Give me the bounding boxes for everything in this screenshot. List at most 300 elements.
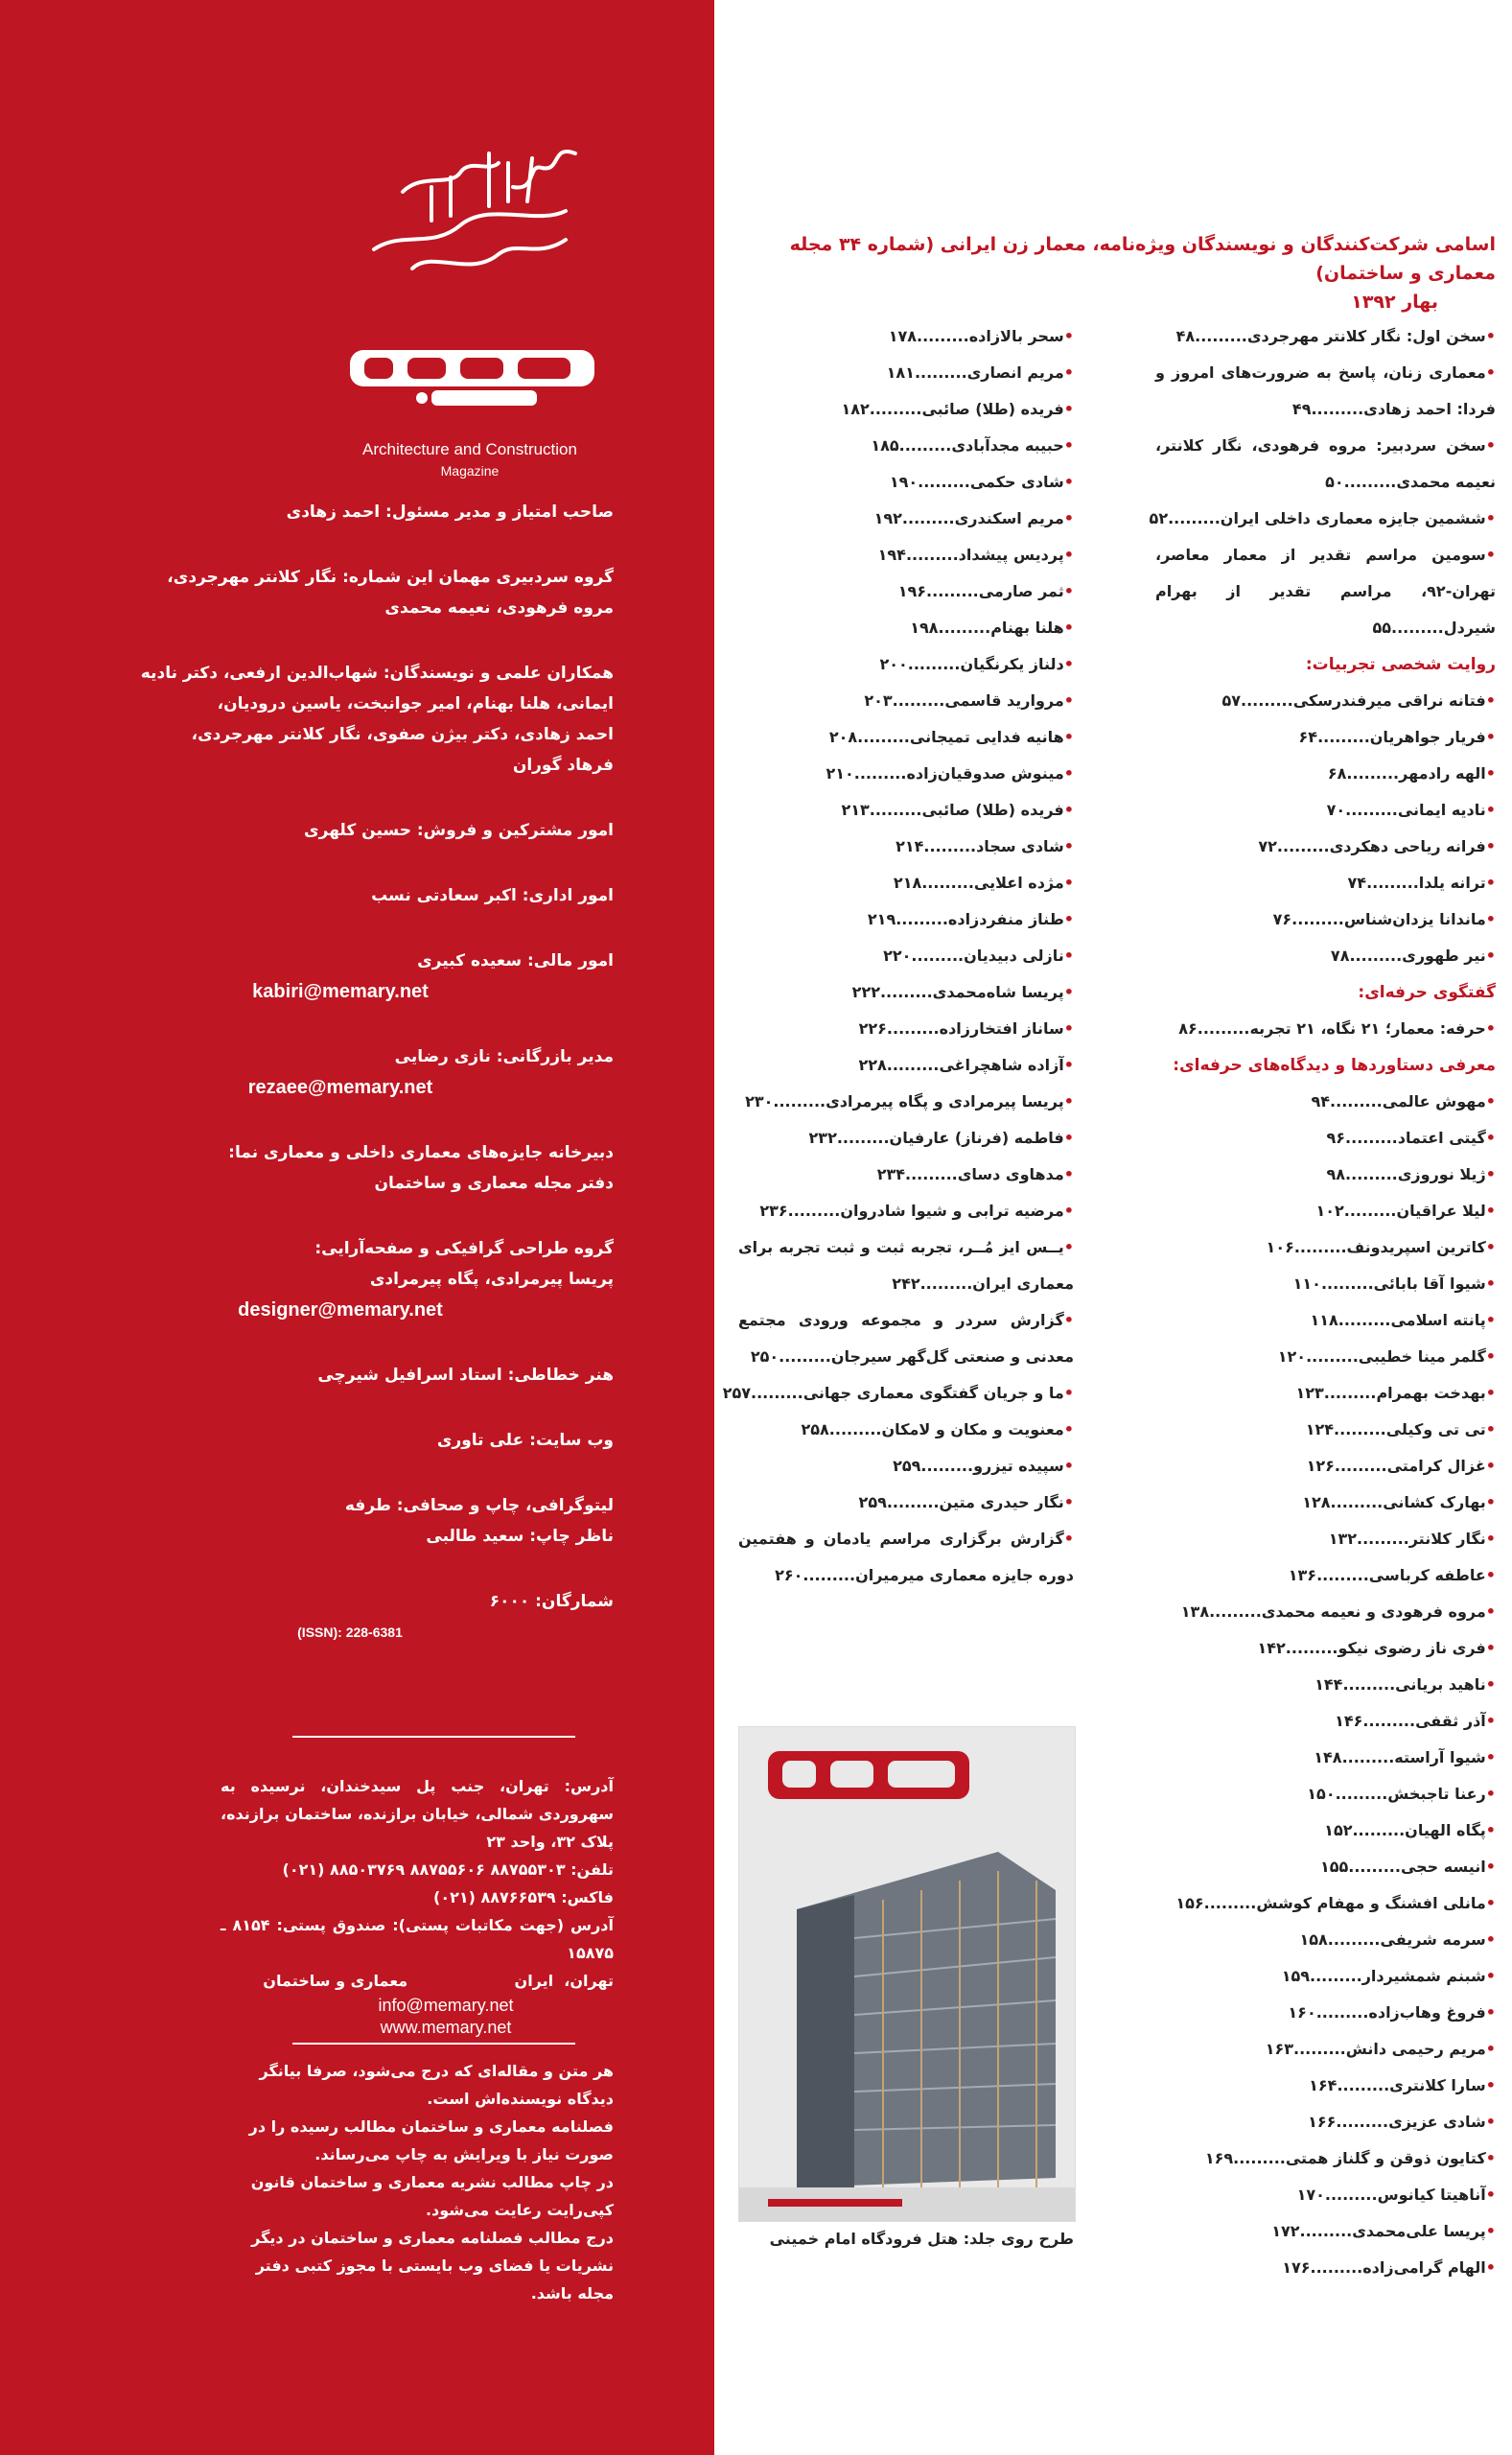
toc-heading xyxy=(729,230,1496,316)
toc-entry xyxy=(1155,1157,1496,1193)
toc-page-number: ۲۲۶ xyxy=(858,1019,887,1038)
toc-entry xyxy=(1155,1594,1496,1630)
toc-entry xyxy=(738,756,1074,792)
toc-entry-title: انیسه حجی xyxy=(1400,1858,1486,1876)
logo-subtitle-line1: Architecture and Construction xyxy=(362,440,577,458)
leader-dots: ......... xyxy=(1341,1748,1395,1766)
bullet-icon: • xyxy=(1485,363,1496,382)
toc-entry xyxy=(738,355,1074,391)
toc-entry xyxy=(1155,2068,1496,2104)
bullet-icon: • xyxy=(1485,2258,1496,2277)
toc-entry xyxy=(1155,792,1496,829)
toc-entry xyxy=(1155,719,1496,756)
leader-dots: ......... xyxy=(1348,1858,1401,1876)
contributors-credit xyxy=(105,658,614,781)
credit-line: گروه سردبیری مهمان این شماره: نگار کلانتر مهرجردی، xyxy=(167,568,614,587)
toc-entry-title: گیتی اعتماد xyxy=(1397,1129,1486,1147)
toc-entry xyxy=(1155,2250,1496,2286)
toc-page-number: ۴۸ xyxy=(1175,327,1196,345)
bullet-icon: • xyxy=(1485,728,1496,746)
toc-page-number: ۱۵۸ xyxy=(1299,1930,1328,1949)
toc-page-number: ۲۳۴ xyxy=(876,1165,906,1183)
toc-entry-title: ثمر صارمی xyxy=(978,582,1064,600)
toc-entry-title: شادی سجاد xyxy=(976,837,1064,855)
bullet-icon: • xyxy=(1485,1602,1496,1621)
leader-dots: ......... xyxy=(938,619,991,637)
bullet-icon: • xyxy=(1485,1858,1496,1876)
toc-entry xyxy=(738,1157,1074,1193)
credit-line: احمد زهادی، دکتر بیژن صفوی، نگار کلانتر مهرجردی، xyxy=(191,725,614,744)
leader-dots: ......... xyxy=(914,363,967,382)
leader-dots: ......... xyxy=(1334,1420,1386,1438)
bullet-icon: • xyxy=(1485,2149,1496,2167)
bullet-icon: • xyxy=(1063,582,1074,600)
bullet-icon: • xyxy=(1485,327,1496,345)
leader-dots: ......... xyxy=(1349,947,1403,965)
bullet-icon: • xyxy=(1485,1821,1496,1839)
toc-page-number: ۱۲۳ xyxy=(1295,1384,1324,1402)
toc-page-number: ۲۳۰ xyxy=(745,1092,774,1111)
leader-dots: ......... xyxy=(1323,1384,1377,1402)
toc-page-number: ۱۶۴ xyxy=(1309,2076,1338,2094)
toc-entry-title: شبنم شمشیردار xyxy=(1361,1967,1486,1985)
leader-dots: ......... xyxy=(1315,2003,1369,2022)
toc-entry xyxy=(738,1193,1074,1229)
leader-dots: ......... xyxy=(1342,1675,1396,1694)
toc-page-number: ۵۲ xyxy=(1149,509,1169,527)
bullet-icon: • xyxy=(1063,764,1074,783)
leader-dots: ......... xyxy=(1306,1347,1359,1366)
leader-dots: ......... xyxy=(803,1566,856,1584)
toc-entry xyxy=(1149,501,1496,537)
toc-entry xyxy=(1155,1448,1496,1485)
toc-entry xyxy=(738,318,1074,355)
toc-entry xyxy=(1155,355,1496,428)
divider xyxy=(292,1736,575,1738)
bullet-icon: • xyxy=(1063,1457,1074,1475)
toc-page-number: ۲۱۸ xyxy=(893,874,922,892)
toc-entry-title: سخن اول: نگار کلانتر مهرجردی xyxy=(1246,327,1486,345)
leader-dots: ......... xyxy=(911,947,965,965)
bullet-icon: • xyxy=(1485,2186,1496,2204)
toc-page-number: ۱۱۰ xyxy=(1292,1274,1321,1293)
leader-dots: ......... xyxy=(905,1165,958,1183)
bullet-icon: • xyxy=(1485,1894,1496,1912)
toc-page-number: ۲۶۰ xyxy=(775,1566,803,1584)
admin-credit xyxy=(105,880,614,911)
toc-page-number: ۱۹۲ xyxy=(873,509,902,527)
bullet-icon: • xyxy=(1063,801,1074,819)
bullet-icon: • xyxy=(1063,691,1074,710)
toc-page-number: ۲۲۰ xyxy=(883,947,912,965)
toc-entry xyxy=(1155,1557,1496,1594)
leader-dots: ......... xyxy=(898,436,952,455)
toc-page-number: ۹۸ xyxy=(1326,1165,1346,1183)
contact-block xyxy=(221,1772,614,2039)
toc-entry xyxy=(1155,938,1496,974)
toc-entry xyxy=(1155,428,1496,501)
leader-dots: ......... xyxy=(1345,801,1398,819)
leader-dots: ......... xyxy=(1293,2040,1346,2058)
toc-page-number: ۵۷ xyxy=(1221,691,1241,710)
bullet-icon: • xyxy=(1063,473,1074,491)
bullet-icon: • xyxy=(1063,910,1074,928)
bullet-icon: • xyxy=(1485,1712,1496,1730)
credit-line: مدیر بازرگانی: نازی رضایی xyxy=(394,1047,614,1066)
toc-entry-title: ششمین جایزه معماری داخلی ایران xyxy=(1220,509,1486,527)
toc-page-number: ۲۵۸ xyxy=(801,1420,829,1438)
toc-entry xyxy=(738,428,1074,464)
toc-entry xyxy=(738,1485,1074,1521)
website-credit xyxy=(105,1425,614,1456)
toc-entry-title: نگار کلانتر xyxy=(1408,1530,1486,1548)
toc-page-number: ۱۳۲ xyxy=(1328,1530,1358,1548)
toc-entry xyxy=(1155,1011,1496,1047)
leader-dots: ......... xyxy=(1346,764,1400,783)
bullet-icon: • xyxy=(1485,2003,1496,2022)
leader-dots: ......... xyxy=(1203,1894,1257,1912)
toc-page-number: ۶۸ xyxy=(1327,764,1347,783)
toc-entry-title: مریم اسکندری xyxy=(954,509,1064,527)
credit-line: مروه فرهودی، نعیمه محمدی xyxy=(384,598,614,618)
phone-text: تلفن: ۸۸۷۵۵۳۰۳ ۸۸۷۵۵۶۰۶ ۸۸۵۰۳۷۶۹ (۰۲۱) xyxy=(282,1860,614,1879)
toc-entry-title: ما و جریان گفتگوی معماری جهانی xyxy=(803,1384,1064,1402)
toc-entry xyxy=(738,537,1074,573)
leader-dots: ......... xyxy=(1337,2076,1390,2094)
toc-entry-title: حرفه: معمار؛ ۲۱ نگاه، ۲۱ تجربه xyxy=(1249,1019,1486,1038)
toc-page-number: ۹۶ xyxy=(1326,1129,1346,1147)
toc-entry-title: فتانه نراقی میرفندرسکی xyxy=(1292,691,1486,710)
leader-dots: ......... xyxy=(1336,2113,1389,2131)
calligraphy-credit xyxy=(105,1360,614,1391)
toc-page-number: ۱۷۰ xyxy=(1296,2186,1325,2204)
toc-entry xyxy=(738,683,1074,719)
toc-entry-title: پریسا پیرمرادی و پگاه پیرمرادی xyxy=(826,1092,1064,1111)
bullet-icon: • xyxy=(1063,619,1074,637)
bullet-icon: • xyxy=(1485,764,1496,783)
bullet-icon: • xyxy=(1485,1384,1496,1402)
info-email-link[interactable]: info@memary.net xyxy=(378,1996,514,2015)
toc-page-number: ۵۰ xyxy=(1325,473,1344,491)
bullet-icon: • xyxy=(1063,546,1074,564)
toc-page-number: ۲۳۶ xyxy=(759,1202,788,1220)
toc-entry-title: مرضیه ترابی و شیوا شادروان xyxy=(840,1202,1064,1220)
toc-entry-title: سحر بالازاده xyxy=(968,327,1064,345)
leader-dots: ......... xyxy=(1390,619,1444,637)
note-line: درج مطالب فصلنامه معماری و ساختمان در دیگر نشریات یا فضای وب بایستی با مجوز کتبی دفتر مجله باشد. xyxy=(251,2229,614,2303)
leader-dots: ......... xyxy=(1299,2222,1353,2240)
toc-entry xyxy=(1155,683,1496,719)
toc-entry xyxy=(1155,1885,1496,1922)
toc-entry-title: عاطفه کرباسی xyxy=(1368,1566,1486,1584)
guest-editors-credit xyxy=(105,562,614,623)
toc-page-number: ۱۶۳ xyxy=(1265,2040,1293,2058)
bullet-icon: • xyxy=(1485,1274,1496,1293)
bullet-icon: • xyxy=(1485,910,1496,928)
note-line: هر متن و مقاله‌ای که درج می‌شود، صرفا بیانگر دیدگاه نویسنده‌اش است. xyxy=(259,2062,614,2108)
toc-page-number: ۱۵۰ xyxy=(1307,1785,1336,1803)
leader-dots: ......... xyxy=(1293,1238,1347,1256)
toc-entry-title: ژیلا نوروزی xyxy=(1397,1165,1486,1183)
toc-entry-title: ناهید بریانی xyxy=(1395,1675,1486,1694)
toc-page-number: ۱۳۶ xyxy=(1288,1566,1317,1584)
website-link[interactable]: www.memary.net xyxy=(380,2018,512,2037)
bullet-icon: • xyxy=(1485,1566,1496,1584)
toc-entry-title: فروغ وهاب‌زاده xyxy=(1368,2003,1486,2022)
bullet-icon: • xyxy=(1485,1092,1496,1111)
leader-dots: ......... xyxy=(916,327,969,345)
toc-entry-title: رعنا تاجبخش xyxy=(1387,1785,1486,1803)
leader-dots: ......... xyxy=(1209,1602,1262,1621)
toc-entry xyxy=(738,610,1074,646)
leader-dots: ......... xyxy=(1334,1457,1387,1475)
commerce-credit xyxy=(105,1041,614,1103)
bullet-icon: • xyxy=(1485,2076,1496,2094)
toc-page-number: ۸۶ xyxy=(1178,1019,1198,1038)
toc-page-number: ۱۷۲ xyxy=(1271,2222,1300,2240)
bullet-icon: • xyxy=(1485,1748,1496,1766)
toc-page-number: ۷۶ xyxy=(1272,910,1292,928)
postal-city-text: تهران، ایران معماری و ساختمان xyxy=(263,1972,614,1990)
credit-line: ایمانی، هلنا بهنام، امیر جوانبخت، یاسین درودیان، xyxy=(217,694,614,713)
leader-dots: ......... xyxy=(1330,1092,1383,1111)
bullet-icon: • xyxy=(1485,1347,1496,1366)
leader-dots: ......... xyxy=(886,1056,940,1074)
toc-page-number: ۱۲۶ xyxy=(1306,1457,1335,1475)
circulation-credit xyxy=(105,1586,614,1648)
toc-entry-title: آناهیتا کیانوس xyxy=(1377,2186,1486,2204)
toc-entry-title: کتایون ذوقن و گلناز همتی xyxy=(1285,2149,1486,2167)
toc-entry xyxy=(738,646,1074,683)
toc-entry-title: مدهاوی دسای xyxy=(957,1165,1064,1183)
cover-thumbnail xyxy=(738,1726,1076,2222)
toc-page-number: ۱۲۸ xyxy=(1302,1493,1331,1511)
memary-logo xyxy=(340,340,604,427)
leader-dots: ......... xyxy=(896,910,948,928)
toc-entry-title: بهارک کشانی xyxy=(1383,1493,1486,1511)
toc-entry-title: دلناز یکرنگیان xyxy=(960,655,1064,673)
toc-page-number: ۶۴ xyxy=(1298,728,1318,746)
leader-dots: ......... xyxy=(886,1493,940,1511)
credit-line: دفتر مجله معماری و ساختمان xyxy=(374,1174,614,1193)
logo-subtitle-line2: Magazine xyxy=(440,463,500,479)
toc-entry xyxy=(1155,1120,1496,1157)
leader-dots: ......... xyxy=(892,691,945,710)
toc-page-number: ۱۸۵ xyxy=(871,436,899,455)
bullet-icon: • xyxy=(1063,1384,1074,1402)
leader-dots: ......... xyxy=(1330,1493,1384,1511)
leader-dots: ......... xyxy=(1311,400,1364,418)
leader-dots: ......... xyxy=(1343,1202,1397,1220)
toc-entry xyxy=(738,829,1074,865)
leader-dots: ......... xyxy=(857,728,910,746)
toc-page-number: ۱۶۰ xyxy=(1288,2003,1316,2022)
toc-page-number: ۱۳۸ xyxy=(1180,1602,1210,1621)
issn: (ISSN): 228-6381 xyxy=(297,1625,403,1640)
bullet-icon: • xyxy=(1485,1019,1496,1038)
credit-line: دبیرخانه جایزه‌های معماری داخلی و معماری نما: xyxy=(228,1143,614,1162)
masthead-panel xyxy=(0,0,714,2455)
leader-dots: ......... xyxy=(869,400,922,418)
toc-entry xyxy=(738,1120,1074,1157)
credit-line: امور اداری: اکبر سعادتی نسب xyxy=(371,886,614,905)
toc-page-number: ۲۲۲ xyxy=(851,983,880,1001)
bullet-icon: • xyxy=(1063,1311,1074,1329)
leader-dots: ......... xyxy=(773,1092,826,1111)
toc-entry-title: معنویت و مکان و لامکان xyxy=(881,1420,1064,1438)
bullet-icon: • xyxy=(1485,1930,1496,1949)
bullet-icon: • xyxy=(1063,1165,1074,1183)
leader-dots: ......... xyxy=(1285,1639,1338,1657)
cover-caption: طرح روی جلد: هتل فرودگاه امام خمینی xyxy=(769,2230,1074,2248)
bullet-icon: • xyxy=(1485,1675,1496,1694)
commerce-email-link[interactable]: rezaee@memary.net xyxy=(247,1077,433,1098)
leader-dots: ......... xyxy=(918,473,970,491)
toc-entry-title: مروه فرهودی و نعیمه محمدی xyxy=(1261,1602,1486,1621)
bullet-icon: • xyxy=(1063,1129,1074,1147)
credit-line: صاحب امتیاز و مدیر مسئول: احمد زهادی xyxy=(286,503,614,522)
toc-entry xyxy=(1155,1485,1496,1521)
toc-section-title: معرفی دستاوردها و دیدگاه‌های حرفه‌ای: xyxy=(1173,1056,1496,1075)
toc-page-number: ۷۲ xyxy=(1258,837,1277,855)
leader-dots: ......... xyxy=(836,1129,890,1147)
toc-entry xyxy=(1155,1849,1496,1885)
toc-entry-title: فریار جواهریان xyxy=(1369,728,1486,746)
toc-entry xyxy=(738,1302,1074,1375)
bullet-icon: • xyxy=(1063,436,1074,455)
toc-page-number: ۹۴ xyxy=(1311,1092,1331,1111)
toc-page-number: ۲۰۰ xyxy=(879,655,908,673)
toc-page-number: ۱۲۰ xyxy=(1277,1347,1307,1366)
toc-page-number: ۲۰۸ xyxy=(828,728,858,746)
toc-entry xyxy=(738,1229,1074,1302)
toc-entry xyxy=(1155,1193,1496,1229)
toc-page-number: ۱۵۲ xyxy=(1324,1821,1353,1839)
toc-entry xyxy=(1155,1412,1496,1448)
fax-text: فاکس: ۸۸۷۶۶۵۳۹ (۰۲۱) xyxy=(433,1888,614,1906)
credit-line: ناظر چاپ: سعید طالبی xyxy=(426,1527,614,1546)
toc-page-number: ۱۹۸ xyxy=(910,619,939,637)
finance-credit xyxy=(105,946,614,1007)
toc-entry xyxy=(1155,1812,1496,1849)
toc-section-title: روایت شخصی تجربیات: xyxy=(1305,655,1496,674)
toc-entry xyxy=(1155,1521,1496,1557)
toc-page-number: ۱۵۵ xyxy=(1319,1858,1349,1876)
toc-entry-title: هانیه فدایی تمیجانی xyxy=(909,728,1064,746)
toc-entry xyxy=(738,464,1074,501)
toc-entry-title: مریم رحیمی دانش xyxy=(1345,2040,1486,2058)
toc-entry xyxy=(738,1448,1074,1485)
toc-entry-title: ساناز افتخارزاده xyxy=(939,1019,1064,1038)
leader-dots: ......... xyxy=(923,837,977,855)
toc-page-number: ۲۵۷ xyxy=(722,1384,751,1402)
toc-page-number: ۱۷۸ xyxy=(888,327,917,345)
toc-section-title: گفتگوی حرفه‌ای: xyxy=(1358,983,1496,1002)
toc-entry-title: شادی حکمی xyxy=(969,473,1064,491)
leader-dots: ......... xyxy=(926,582,979,600)
toc-entry xyxy=(738,792,1074,829)
toc-page-number: ۱۹۰ xyxy=(889,473,919,491)
toc-entry-title: سپیده تیزرو xyxy=(973,1457,1064,1475)
leader-dots: ......... xyxy=(1327,1930,1381,1949)
toc-page-number: ۲۵۰ xyxy=(750,1347,779,1366)
toc-entry-title: فرانه ریاحی دهکردی xyxy=(1329,837,1486,855)
toc-entry-title: سومین مراسم تقدیر از معمار معاصر، تهران-۹۲، مراسم تقدیر از بهرام شیردل xyxy=(1155,546,1496,637)
toc-entry-title: فریده (طلا) صائبی xyxy=(921,801,1064,819)
design-email-link[interactable]: designer@memary.net xyxy=(238,1299,443,1321)
toc-entry-title: حبیبه مجدآبادی xyxy=(951,436,1064,455)
secretariat-credit xyxy=(105,1137,614,1199)
leader-dots: ......... xyxy=(1276,837,1330,855)
toc-page-number: ۱۴۸ xyxy=(1314,1748,1342,1766)
bullet-icon: • xyxy=(1485,2040,1496,2058)
leader-dots: ......... xyxy=(919,1274,973,1293)
toc-title: اسامی شرکت‌کنندگان و نویسندگان ویژه‌نامه، معمار زن ایرانی (شماره ۳۴ مجله معماری و ساختمان) xyxy=(789,234,1496,284)
toc-page-number: ۱۵۹ xyxy=(1281,1967,1311,1985)
toc-entry-title: سخن سردبیر: مروه فرهودی، نگار کلانتر، نعیمه محمدی xyxy=(1155,436,1496,491)
bullet-icon: • xyxy=(1063,400,1074,418)
toc-entry xyxy=(1155,1375,1496,1412)
toc-entry xyxy=(1155,537,1496,646)
toc-page-number: ۱۰۲ xyxy=(1315,1202,1344,1220)
toc-entry-title: مروارید قاسمی xyxy=(944,691,1064,710)
toc-entry-title: الهام گرامی‌زاده xyxy=(1362,2258,1486,2277)
bullet-icon: • xyxy=(1063,327,1074,345)
bullet-icon: • xyxy=(1485,1530,1496,1548)
toc-entry xyxy=(1155,1703,1496,1740)
leader-dots: ......... xyxy=(901,509,955,527)
bullet-icon: • xyxy=(1063,655,1074,673)
credit-line: امور مشترکین و فروش: حسین کلهری xyxy=(304,821,614,840)
toc-entry-title: یــس ایز مُــر، تجربه ثبت و ثبت تجربه برای معماری ایران xyxy=(738,1238,1074,1293)
toc-page-number: ۲۵۹ xyxy=(893,1457,921,1475)
note-line: در چاپ مطالب نشریه معماری و ساختمان قانون کپی‌رایت رعایت می‌شود. xyxy=(250,2173,614,2219)
toc-page-number: ۷۰ xyxy=(1326,801,1346,819)
leader-dots: ......... xyxy=(1310,2258,1363,2277)
leader-dots: ......... xyxy=(1362,1712,1416,1730)
toc-page-number: ۷۸ xyxy=(1330,947,1350,965)
toc-column-left xyxy=(722,318,1074,1594)
toc-entry xyxy=(738,1011,1074,1047)
leader-dots: ......... xyxy=(751,1384,803,1402)
postal-text: آدرس (جهت مکاتبات پستی): صندوق پستی: ۸۱۵۴ ـ ۱۵۸۷۵ xyxy=(221,1916,615,1962)
leader-dots: ......... xyxy=(787,1202,841,1220)
bullet-icon: • xyxy=(1063,1202,1074,1220)
toc-entry-title: فاطمه (فرناز) عارفیان xyxy=(889,1129,1064,1147)
toc-page-number: ۱۲۴ xyxy=(1305,1420,1335,1438)
toc-entry xyxy=(738,1084,1074,1120)
bullet-icon: • xyxy=(1485,1639,1496,1657)
finance-email-link[interactable]: kabiri@memary.net xyxy=(252,981,429,1002)
toc-entry xyxy=(738,901,1074,938)
toc-entry-title: ماندانا یزدان‌شناس xyxy=(1343,910,1486,928)
credit-line: وب سایت: علی تاوری xyxy=(436,1431,614,1450)
toc-page-number: ۱۹۴ xyxy=(877,546,906,564)
credit-line: پریسا پیرمرادی، پگاه پیرمرادی xyxy=(369,1270,614,1289)
subscriptions-credit xyxy=(105,815,614,846)
bullet-icon: • xyxy=(1485,436,1496,455)
bullet-icon: • xyxy=(1485,1311,1496,1329)
toc-page-number: ۲۱۳ xyxy=(841,801,870,819)
toc-entry-title: پانته اسلامی xyxy=(1390,1311,1486,1329)
toc-entry xyxy=(1155,756,1496,792)
toc-entry-title: لیلا عراقیان xyxy=(1396,1202,1486,1220)
toc-entry-title: شیوا آراسته xyxy=(1394,1748,1486,1766)
toc-entry-title: نازلی دبیدیان xyxy=(964,947,1064,965)
bullet-icon: • xyxy=(1485,509,1496,527)
leader-dots: ......... xyxy=(1343,473,1397,491)
toc-entry xyxy=(1155,1630,1496,1667)
